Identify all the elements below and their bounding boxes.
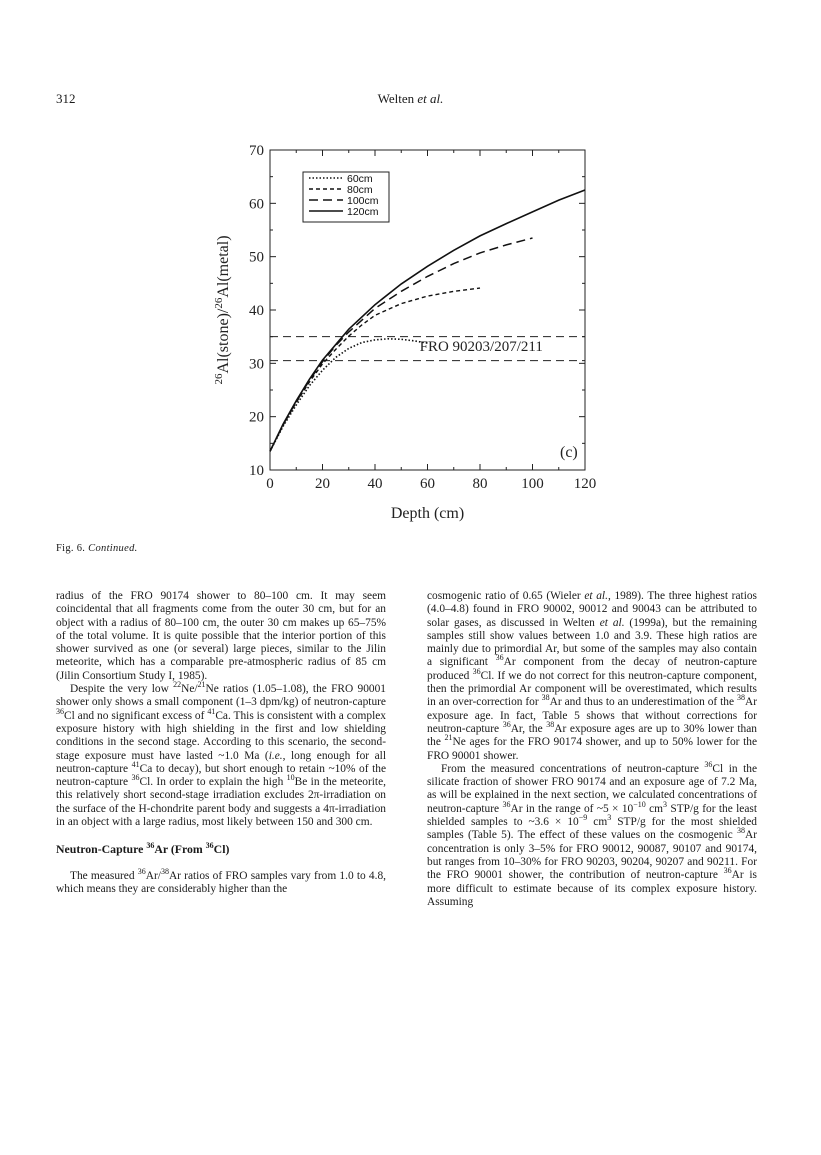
y-tick-label: 20 xyxy=(249,409,264,426)
text-run: Despite the very low xyxy=(70,683,174,696)
legend-label: 100cm xyxy=(347,195,379,207)
italic-text: et al. xyxy=(599,616,625,629)
superscript: 41 xyxy=(207,706,216,716)
left-paragraph-1: radius of the FRO 90174 shower to 80–100 cm. It may seem coincidental that all fragments come from the outer 30 cm, but for an object with a radius of 80–100 cm, the outer 30 cm makes up 65–75% of the total volume. It is quite possible that the interior portion of this shower survived as one (or several) large pieces, similar to the Jilin meteorite, which has a comparable pre-atmospheric radius of 85 cm (Jilin Consortium Study I, 1985). xyxy=(56,590,386,682)
y-axis-title-text: Al(metal) xyxy=(215,235,232,298)
section-heading xyxy=(56,843,386,856)
left-column xyxy=(56,590,386,896)
text-run: cosmogenic ratio of 0.65 (Wieler xyxy=(427,590,585,602)
y-axis-title-text: Al(stone)/ xyxy=(215,308,232,374)
text-run: Ne ages for the FRO 90174 shower, and up to 50% lower for the FRO 90001 shower. xyxy=(427,736,758,762)
text-run: STP/g for the most shielded samples (Table 5). The effect of these values on the cosmogenic xyxy=(427,816,757,842)
left-paragraph-2 xyxy=(56,680,386,829)
text-run: Cl) xyxy=(213,842,230,857)
running-head-author: Welten xyxy=(377,91,415,106)
y-tick-label: 50 xyxy=(249,249,264,266)
superscript: 38 xyxy=(541,693,550,703)
superscript: 22 xyxy=(173,680,182,690)
caption-text: Continued. xyxy=(88,543,138,554)
text-run: Ar concentration is only 3–5% for FRO 90012, 90087, 90107 and 90174, but ranges from 10–30% for FRO 90203, 90204, 90207 and 90211. For the FRO 90001 shower, the contribution of neutron-capture xyxy=(427,829,757,882)
superscript: 36 xyxy=(502,720,511,730)
right-paragraph-1 xyxy=(427,590,757,763)
superscript: 38 xyxy=(736,693,745,703)
text-run: Ar exposure age. In fact, Table 5 shows that without corrections for neutron-capture xyxy=(427,696,758,735)
text-run: Ar component from the decay of neutron-capture produced xyxy=(427,656,757,682)
x-axis-title: Depth (cm) xyxy=(390,505,465,522)
superscript: −10 xyxy=(633,799,646,809)
range-annotation: FRO 90203/207/211 xyxy=(419,339,543,356)
x-tick-label: 60 xyxy=(420,476,435,492)
caption-label: Fig. 6. xyxy=(56,543,86,554)
text-run: Ar in the range of ~5 × 10 xyxy=(510,802,634,815)
right-column xyxy=(427,590,757,909)
x-tick-label: 80 xyxy=(472,476,488,492)
superscript: 41 xyxy=(131,760,140,770)
x-tick-label: 20 xyxy=(315,476,330,492)
text-run: Ne ratios (1.05–1.08), the FRO 90001 shower only shows a small component (1–3 dpm/kg) of neutron-capture xyxy=(56,683,386,709)
text-run: From the measured concentrations of neutron-capture xyxy=(441,762,705,775)
right-paragraph-2 xyxy=(427,760,758,909)
text-run: Cl and no significant excess of xyxy=(64,709,208,722)
text-run: Ca. This is consistent with a complex exposure history with high shielding in the first and low shielding conditions in the second stage. According to this scenario, the second-stage exposure must have lasted ~1.0 Ma ( xyxy=(56,709,386,762)
superscript: 3 xyxy=(607,813,612,823)
legend-label: 120cm xyxy=(347,206,379,218)
superscript: 38 xyxy=(546,720,555,730)
series-line-80cm xyxy=(270,288,480,451)
superscript: 38 xyxy=(736,826,745,836)
text-run: , long enough for all neutron-capture xyxy=(56,749,386,775)
y-axis-title xyxy=(213,235,232,384)
text-run: Ar and thus to an underestimation of the xyxy=(549,696,737,709)
y-tick-label: 30 xyxy=(249,356,264,373)
legend-label: 80cm xyxy=(347,184,373,196)
text-run: Neutron-Capture xyxy=(56,842,147,857)
superscript: 36 xyxy=(146,841,155,851)
x-tick-label: 40 xyxy=(367,476,383,492)
superscript: 36 xyxy=(205,841,214,851)
superscript: −9 xyxy=(578,813,588,823)
figure-6c-chart xyxy=(195,130,625,550)
series-line-120cm xyxy=(270,190,585,451)
text-run: The measured xyxy=(70,869,138,882)
text-run: STP/g for the least shielded samples to ~3.6 × 10 xyxy=(427,802,758,829)
running-head-etal: et al. xyxy=(414,91,444,106)
italic-text: et al. xyxy=(584,590,608,602)
text-run: Ar is more difficult to estimate because of its complex exposure history. Assuming xyxy=(427,869,757,908)
text-run: Ar/ xyxy=(145,869,161,882)
superscript: 21 xyxy=(444,733,453,743)
superscript: 10 xyxy=(286,773,295,783)
legend-label: 60cm xyxy=(347,173,373,185)
text-run: Cl. In order to explain the high xyxy=(139,776,287,789)
text-run: , 1989). The three highest ratios (4.0–4.8) found in FRO 90002, 90012 and 90043 can be attributed to solar gases, as discussed in Welten xyxy=(427,590,757,629)
text-run: Be in the meteorite, this relatively short second-stage irradiation excludes 2π-irradiation on the surface of the H-chondrite parent body and suggests a 4π-irradiation in an object with a large radius, most likely between 150 and 300 cm. xyxy=(56,776,386,829)
page-number: 312 xyxy=(56,91,76,106)
text-run: cm xyxy=(645,802,664,815)
y-tick-label: 60 xyxy=(249,196,264,213)
y-tick-label: 70 xyxy=(249,143,264,159)
superscript: 36 xyxy=(56,706,64,716)
x-tick-label: 0 xyxy=(266,476,274,492)
y-axis-title-superscript: 26 xyxy=(213,297,225,309)
running-head xyxy=(0,91,821,107)
text-run: cm xyxy=(587,816,608,829)
series-line-60cm xyxy=(270,339,428,452)
x-tick-label: 100 xyxy=(521,476,544,492)
superscript: 36 xyxy=(723,866,732,876)
y-tick-label: 10 xyxy=(249,463,264,479)
y-axis-title-superscript: 26 xyxy=(213,373,225,385)
superscript: 36 xyxy=(704,760,713,770)
text-run: Ar, the xyxy=(510,722,547,735)
panel-label: (c) xyxy=(560,444,578,461)
text-run: (1999a), but the remaining samples still show values between 1.0 and 3.9. These high ratios are mainly due to primordial Ar, but some of the samples may also contain a significant xyxy=(427,616,757,669)
superscript: 36 xyxy=(137,866,146,876)
figure-caption xyxy=(56,543,138,554)
y-tick-label: 40 xyxy=(249,303,264,319)
text-run: Cl. If we do not correct for this neutron-capture component, then the primordial Ar component will be overestimated, which results in an over-correction for xyxy=(427,669,757,709)
superscript: 38 xyxy=(160,866,169,876)
superscript: 3 xyxy=(663,799,668,809)
italic-text: i.e. xyxy=(268,749,283,762)
left-paragraph-3 xyxy=(56,866,386,897)
superscript: 21 xyxy=(197,680,206,690)
text-run: Ne/ xyxy=(181,683,198,696)
superscript: 36 xyxy=(472,666,481,676)
x-tick-label: 120 xyxy=(573,476,597,492)
text-run: Ar (From xyxy=(154,842,206,857)
superscript: 36 xyxy=(502,799,511,809)
text-run: Ar ratios of FRO samples vary from 1.0 to 4.8, which means they are considerably higher than the xyxy=(56,869,386,895)
superscript: 36 xyxy=(495,653,504,663)
text-run: Ar exposure ages are up to 30% lower than the xyxy=(427,722,757,749)
text-run: Ca to decay), but short enough to retain ~10% of the neutron-capture xyxy=(56,762,386,789)
superscript: 36 xyxy=(131,773,140,783)
text-run: Cl in the silicate fraction of shower FRO 90174 and an exposure age of 7.2 Ma, as will be explained in the next section, we calculated concentrations of neutron-capture xyxy=(427,762,758,815)
